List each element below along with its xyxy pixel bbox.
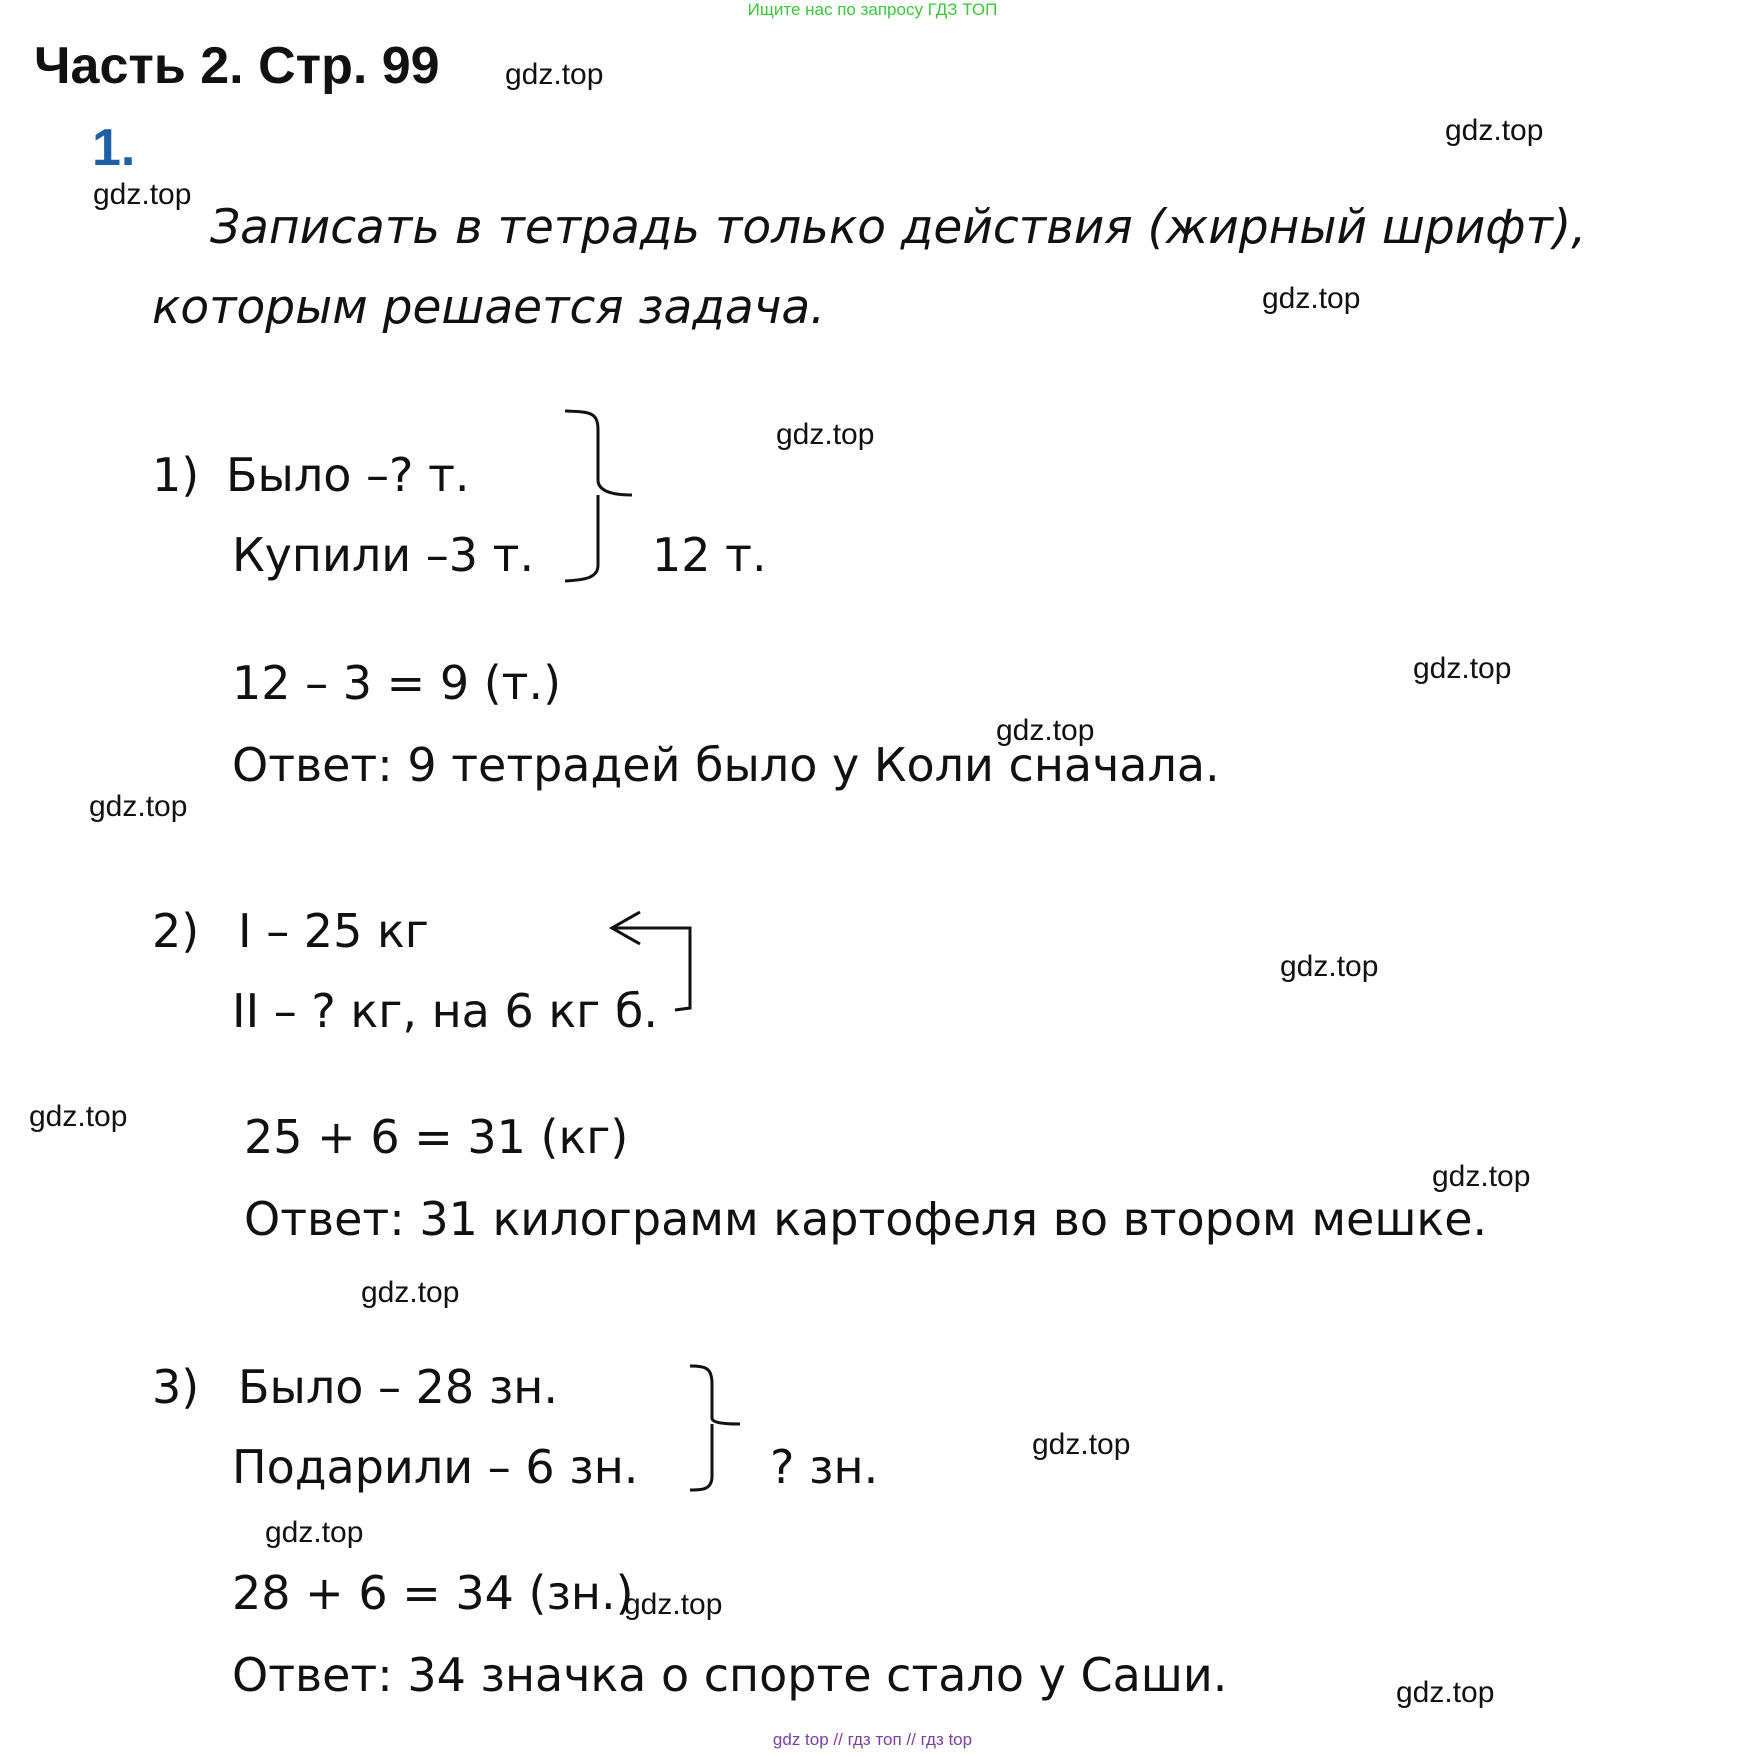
watermark: gdz.top [1396, 1676, 1495, 1709]
problem-3-line-1: Было – 28 зн. [238, 1360, 558, 1414]
problem-1-brace [565, 411, 632, 581]
problem-3-brace [690, 1366, 740, 1490]
problem-2-answer: Ответ: 31 килограмм картофеля во втором мешке. [244, 1192, 1488, 1246]
watermark: gdz.top [265, 1516, 364, 1549]
top-banner-text: Ищите нас по запросу ГДЗ ТОП [747, 0, 998, 19]
problem-3-label: 3) [152, 1360, 200, 1414]
problem-1-bracket-total: 12 т. [652, 528, 767, 582]
instruction-line-2: которым решается задача. [152, 280, 826, 335]
watermark: gdz.top [1032, 1428, 1131, 1461]
problem-1-equation: 12 – 3 = 9 (т.) [232, 656, 562, 710]
problem-3-line-2: Подарили – 6 зн. [232, 1440, 639, 1494]
page-heading: Часть 2. Стр. 99 [34, 37, 440, 95]
problem-2-label: 2) [152, 904, 200, 958]
problem-3-answer: Ответ: 34 значка о спорте стало у Саши. [232, 1648, 1228, 1702]
watermark: gdz.top [361, 1276, 460, 1309]
watermark: gdz.top [1280, 950, 1379, 983]
problem-3-bracket-total: ? зн. [770, 1440, 879, 1494]
watermark: gdz.top [996, 714, 1095, 747]
watermark: gdz.top [89, 790, 188, 823]
task-number: 1. [92, 119, 136, 177]
problem-2-line-2: II – ? кг, на 6 кг б. [232, 984, 658, 1038]
problem-1-line-1: Было –? т. [226, 448, 470, 502]
watermark: gdz.top [1413, 652, 1512, 685]
watermark: gdz.top [93, 178, 192, 211]
problem-3-equation: 28 + 6 = 34 (зн.) [232, 1566, 634, 1620]
watermark: gdz.top [505, 58, 604, 91]
problem-1-line-2: Купили –3 т. [232, 528, 535, 582]
bottom-banner-text: gdz top // гдз топ // гдз top [772, 1730, 973, 1749]
watermark: gdz.top [29, 1100, 128, 1133]
watermark: gdz.top [1262, 282, 1361, 315]
problem-2-line-1: I – 25 кг [238, 904, 429, 958]
watermark: gdz.top [1445, 114, 1544, 147]
instruction-line-1: Записать в тетрадь только действия (жирный шрифт), [210, 200, 1587, 255]
problem-1-label: 1) [152, 448, 200, 502]
watermark: gdz.top [1432, 1160, 1531, 1193]
problem-2-arrow-bracket [612, 928, 690, 1010]
watermark: gdz.top [624, 1588, 723, 1621]
problem-2-equation: 25 + 6 = 31 (кг) [244, 1110, 629, 1164]
problem-1-answer: Ответ: 9 тетрадей было у Коли сначала. [232, 738, 1220, 792]
watermark: gdz.top [776, 418, 875, 451]
